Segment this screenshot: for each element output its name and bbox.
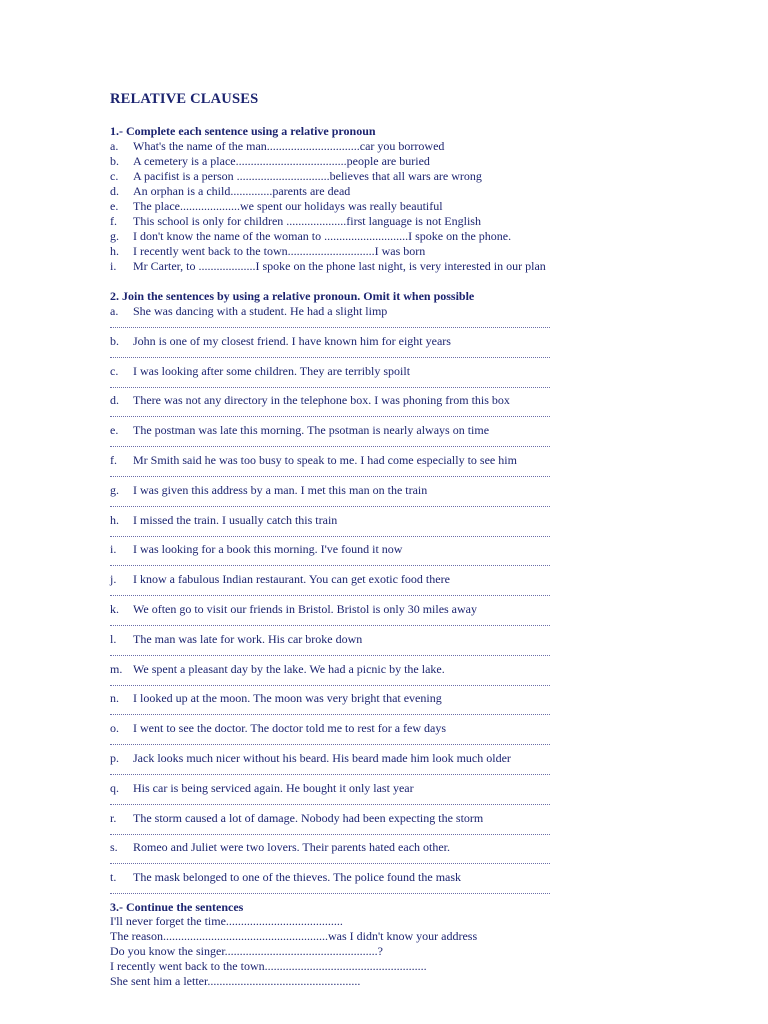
item-letter: e. (110, 423, 119, 438)
answer-line[interactable] (110, 714, 550, 716)
item-letter: g. (110, 229, 119, 243)
section2-item (110, 453, 517, 468)
item-text: An orphan is a child..............parents are dead (133, 184, 351, 198)
item-letter: f. (110, 453, 117, 467)
item-letter: j. (110, 572, 117, 587)
answer-line[interactable] (110, 863, 550, 865)
item-text: We often go to visit our friends in Bristol. Bristol is only 30 miles away (133, 602, 478, 616)
item-text: Romeo and Juliet were two lovers. Their parents hated each other. (133, 840, 451, 855)
section2-item (110, 811, 483, 826)
item-letter: n. (110, 691, 119, 706)
continue-sentence: She sent him a letter................................................... (110, 974, 361, 988)
answer-line[interactable] (110, 446, 550, 448)
item-text: This school is only for children ....................first language is not English (133, 214, 481, 228)
section2-item (110, 364, 410, 379)
item-text: His car is being serviced again. He bought it only last year (133, 780, 414, 795)
answer-line[interactable] (110, 506, 550, 508)
item-letter: i. (110, 542, 117, 557)
item-letter: c. (110, 169, 119, 183)
answer-line[interactable] (110, 327, 550, 329)
section2-item (110, 483, 427, 498)
answer-line[interactable] (110, 595, 550, 597)
continue-sentence: The reason.......................................................was I didn't know your address (110, 929, 478, 943)
item-text: I recently went back to the town.............................I was born (133, 244, 426, 258)
item-text: I was given this address by a man. I met this man on the train (133, 482, 428, 497)
item-letter: m. (110, 661, 123, 676)
item-text: I don't know the name of the woman to ............................I spoke on the phone. (133, 229, 512, 243)
section2-item (110, 602, 477, 617)
section2-item (110, 393, 510, 408)
section2-item (110, 304, 387, 319)
item-text: A cemetery is a place.....................................people are buried (133, 154, 430, 168)
section2-item (110, 334, 451, 349)
item-letter: o. (110, 721, 119, 736)
answer-line[interactable] (110, 476, 550, 478)
section2-item (110, 513, 337, 528)
answer-line[interactable] (110, 893, 550, 895)
item-text: The man was late for work. His car broke down (133, 631, 363, 646)
item-text: I went to see the doctor. The doctor told me to rest for a few days (133, 721, 447, 736)
item-text: Jack looks much nicer without his beard. His beard made him look much older (133, 751, 511, 765)
item-letter: s. (110, 840, 118, 855)
section1-item (110, 139, 444, 154)
answer-line[interactable] (110, 565, 550, 567)
item-letter: a. (110, 139, 119, 153)
item-letter: q. (110, 780, 119, 795)
item-text: I was looking for a book this morning. I've found it now (133, 542, 403, 557)
item-letter: d. (110, 393, 119, 408)
item-text: There was not any directory in the telephone box. I was phoning from this box (133, 393, 510, 408)
item-letter: e. (110, 199, 119, 213)
item-letter: l. (110, 631, 117, 646)
section1-item (110, 244, 425, 259)
answer-line[interactable] (110, 685, 550, 687)
answer-line[interactable] (110, 387, 550, 389)
answer-line[interactable] (110, 804, 550, 806)
item-letter: g. (110, 482, 119, 497)
item-text: The postman was late this morning. The psotman is nearly always on time (133, 423, 490, 438)
item-letter: r. (110, 810, 117, 825)
answer-line[interactable] (110, 744, 550, 746)
section1-heading: 1.- Complete each sentence using a relative pronoun (110, 124, 376, 138)
section1-item (110, 229, 511, 244)
section1-item (110, 259, 546, 274)
section2-item (110, 751, 511, 766)
item-text: We spent a pleasant day by the lake. We had a picnic by the lake. (133, 661, 445, 676)
section2-item (110, 542, 402, 557)
page-title: RELATIVE CLAUSES (110, 91, 259, 107)
item-letter: b. (110, 154, 119, 168)
section2-item (110, 691, 442, 706)
answer-line[interactable] (110, 536, 550, 538)
item-text: I looked up at the moon. The moon was very bright that evening (133, 691, 442, 706)
section1-item (110, 184, 350, 199)
item-letter: c. (110, 363, 119, 378)
item-letter: b. (110, 333, 119, 348)
section1-item (110, 199, 443, 214)
continue-sentence: I'll never forget the time....................................... (110, 914, 343, 928)
item-text: John is one of my closest friend. I have known him for eight years (133, 333, 451, 348)
item-text: She was dancing with a student. He had a slight limp (133, 304, 388, 318)
item-letter: p. (110, 751, 119, 765)
section2-item (110, 781, 414, 796)
item-text: I was looking after some children. They are terribly spoilt (133, 363, 411, 378)
item-text: The mask belonged to one of the thieves. The police found the mask (133, 870, 462, 885)
section2-item (110, 721, 446, 736)
item-text: I know a fabulous Indian restaurant. You can get exotic food there (133, 572, 450, 587)
answer-line[interactable] (110, 416, 550, 418)
section2-item (110, 840, 450, 855)
item-text: The place....................we spent our holidays was really beautiful (133, 199, 443, 213)
item-letter: d. (110, 184, 119, 198)
item-text: Mr Carter, to ...................I spoke on the phone last night, is very interested in our plan (133, 259, 546, 273)
item-text: The storm caused a lot of damage. Nobody had been expecting the storm (133, 810, 484, 825)
item-letter: i. (110, 259, 117, 273)
section3-heading: 3.- Continue the sentences (110, 900, 244, 914)
section1-item (110, 169, 482, 184)
item-letter: k. (110, 602, 119, 616)
continue-sentence: Do you know the singer...................................................? (110, 944, 383, 958)
answer-line[interactable] (110, 834, 550, 836)
item-letter: f. (110, 214, 117, 228)
item-text: Mr Smith said he was too busy to speak to me. I had come especially to see him (133, 453, 517, 467)
section1-item (110, 214, 481, 229)
section2-item (110, 632, 362, 647)
section2-item (110, 572, 450, 587)
item-letter: h. (110, 244, 119, 258)
answer-line[interactable] (110, 357, 550, 359)
item-text: What's the name of the man...............................car you borrowed (133, 139, 445, 153)
section2-item (110, 870, 461, 885)
item-text: I missed the train. I usually catch this train (133, 512, 338, 527)
section2-item (110, 662, 445, 677)
answer-line[interactable] (110, 774, 550, 776)
section1-item (110, 154, 430, 169)
continue-sentence: I recently went back to the town...................................................... (110, 959, 427, 973)
item-text: A pacifist is a person ...............................believes that all wars are wrong (133, 169, 482, 183)
section2-heading: 2. Join the sentences by using a relative pronoun. Omit it when possible (110, 289, 475, 303)
item-letter: a. (110, 304, 119, 318)
item-letter: t. (110, 870, 117, 885)
item-letter: h. (110, 512, 119, 527)
section2-item (110, 423, 489, 438)
answer-line[interactable] (110, 625, 550, 627)
answer-line[interactable] (110, 655, 550, 657)
